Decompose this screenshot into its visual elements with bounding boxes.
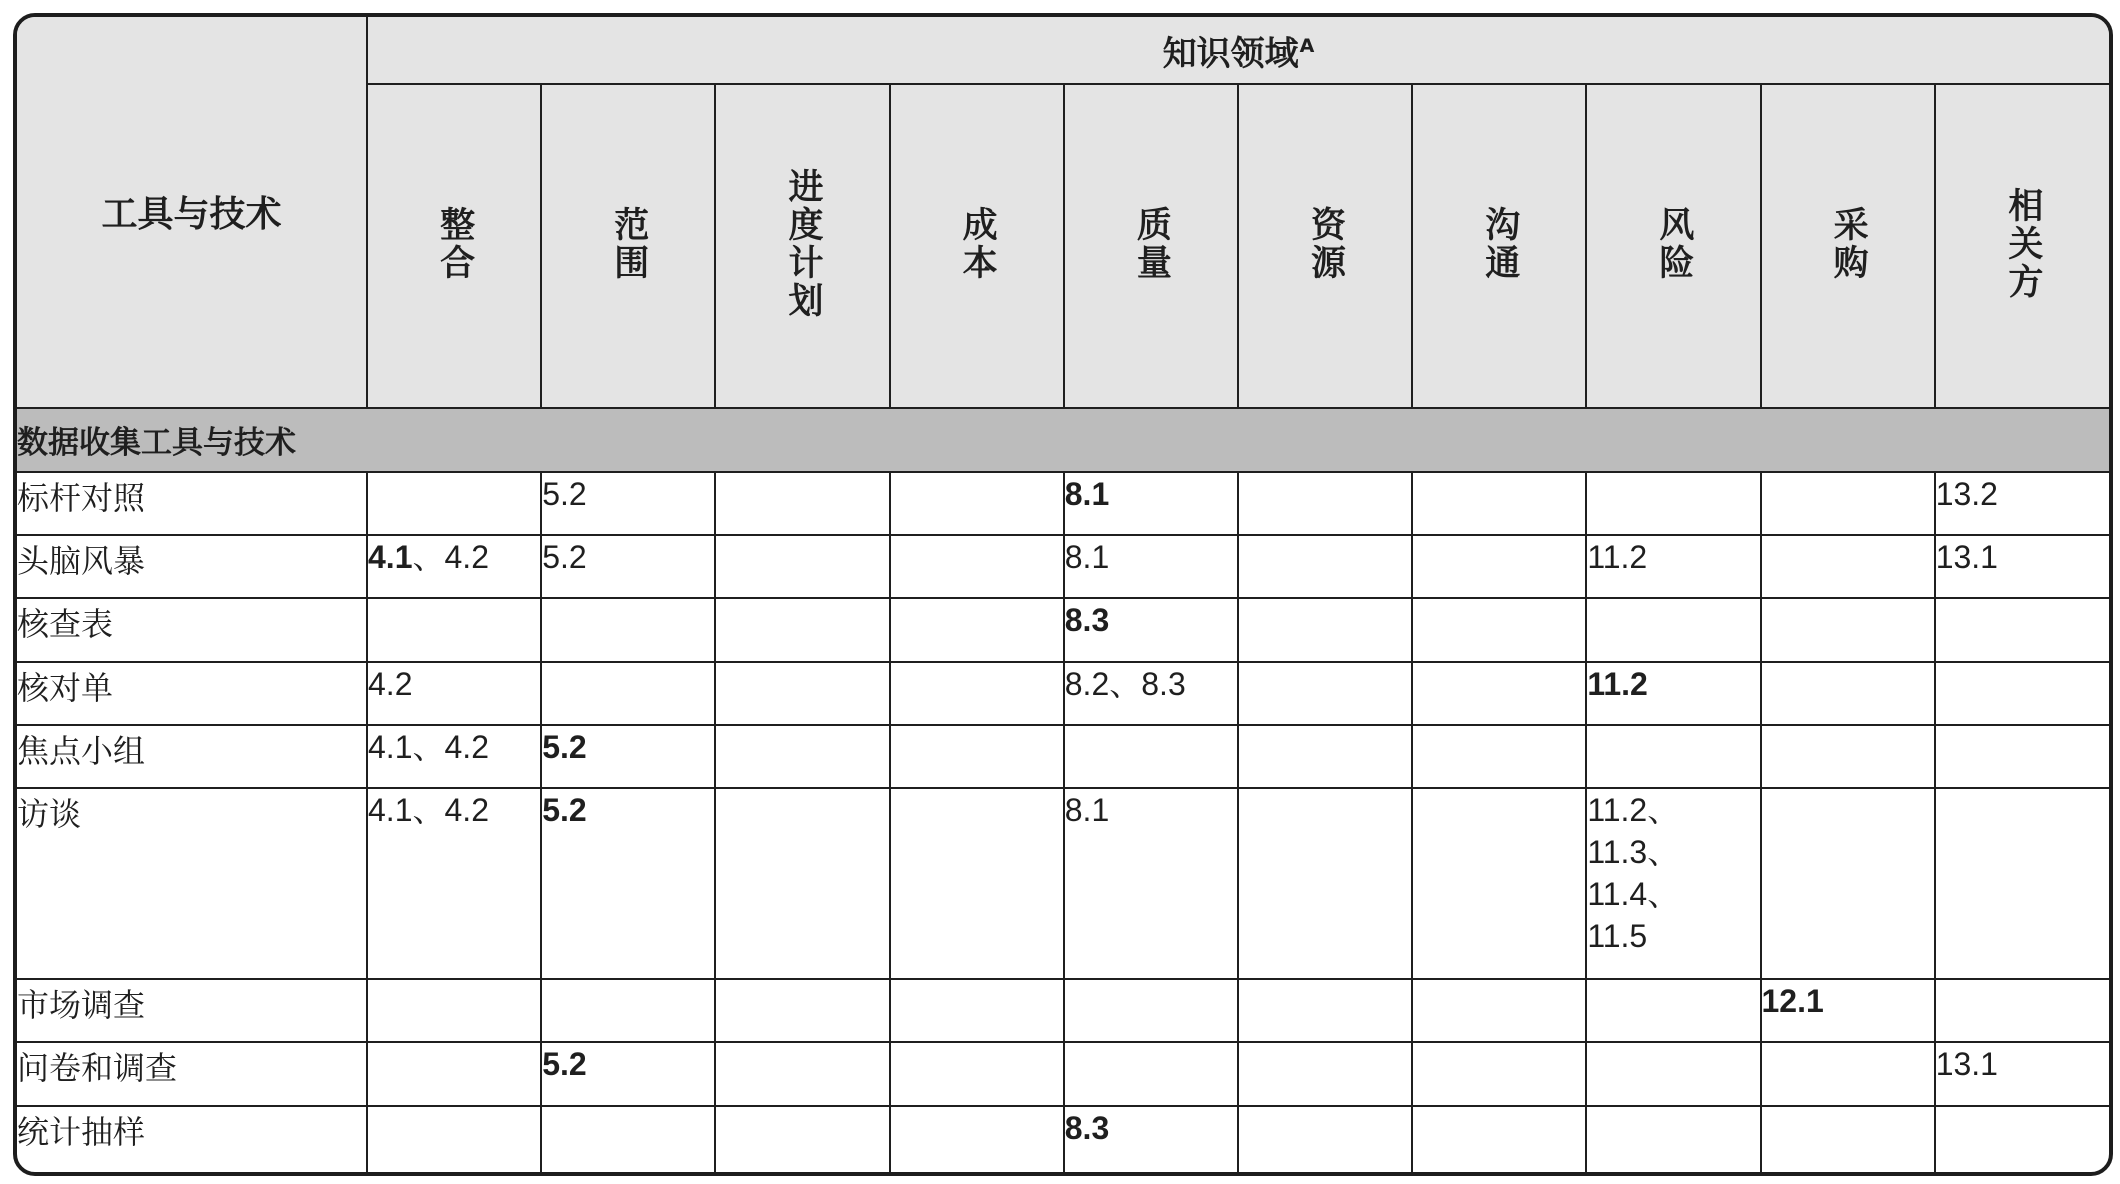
cell-stakeholder xyxy=(1935,598,2109,661)
table-row xyxy=(17,788,2109,979)
area-header-label: 沟通 xyxy=(1479,205,1520,282)
cell-resource xyxy=(1238,662,1412,725)
section-ref: 11.4 xyxy=(1587,876,1648,913)
cell-scope xyxy=(541,472,715,535)
area-header-label: 采购 xyxy=(1828,205,1869,282)
section-ref: 8.3 xyxy=(1141,665,1186,702)
table-row xyxy=(17,535,2109,598)
knowledge-areas-header xyxy=(367,17,2109,84)
section-ref: 11.5 xyxy=(1587,918,1648,955)
cell-quality xyxy=(1064,979,1238,1042)
section-ref: 4.1 xyxy=(368,792,413,829)
knowledge-areas-header-label: 知识领域 xyxy=(1162,33,1299,74)
cell-communications xyxy=(1412,1042,1586,1105)
cell-cost xyxy=(890,1106,1064,1172)
cell-scope xyxy=(541,662,715,725)
tool-name: 标杆对照 xyxy=(17,472,367,535)
section-ref: 11.2 xyxy=(1587,539,1648,576)
cell-integration xyxy=(367,1106,541,1172)
section-ref: 5.2 xyxy=(542,539,587,576)
area-header-quality xyxy=(1064,84,1238,407)
section-ref: 4.1 xyxy=(368,729,413,765)
area-header-communications xyxy=(1412,84,1586,407)
cell-resource xyxy=(1238,979,1412,1042)
cell-procurement xyxy=(1761,535,1935,598)
section-ref: 13.1 xyxy=(1935,539,1998,576)
ref-separator: 、 xyxy=(1647,791,1680,830)
cell-quality xyxy=(1064,472,1238,535)
cell-procurement xyxy=(1761,598,1935,661)
cell-schedule xyxy=(715,1106,889,1172)
table-row xyxy=(17,1042,2109,1105)
cell-risk xyxy=(1586,598,1760,661)
cell-cost xyxy=(890,472,1064,535)
cell-resource xyxy=(1238,1042,1412,1105)
cell-stakeholder xyxy=(1935,472,2109,535)
section-ref: 5.2 xyxy=(542,1046,587,1083)
cell-schedule xyxy=(715,535,889,598)
section-title: 数据收集工具与技术 xyxy=(17,408,2109,472)
cell-risk xyxy=(1586,535,1760,598)
ref-separator: 、 xyxy=(412,728,445,766)
area-header-schedule xyxy=(715,84,889,407)
section-ref: 12.1 xyxy=(1761,983,1824,1020)
area-header-integration xyxy=(367,84,541,407)
tool-name: 市场调查 xyxy=(17,979,367,1042)
cell-scope xyxy=(541,1106,715,1172)
section-ref: 8.3 xyxy=(1064,1109,1110,1146)
section-ref: 4.2 xyxy=(444,792,489,829)
area-header-stakeholder xyxy=(1935,84,2109,407)
area-header-label: 资源 xyxy=(1305,205,1346,282)
knowledge-areas-footnote-marker: A xyxy=(1299,35,1315,58)
section-row xyxy=(17,408,2109,472)
table-row xyxy=(17,598,2109,661)
cell-stakeholder xyxy=(1935,1042,2109,1105)
reference-table-frame xyxy=(13,13,2113,1176)
cell-scope xyxy=(541,725,715,788)
cell-schedule xyxy=(715,598,889,661)
cell-resource xyxy=(1238,725,1412,788)
section-ref: 4.2 xyxy=(444,729,489,765)
cell-quality xyxy=(1064,662,1238,725)
cell-schedule xyxy=(715,1042,889,1105)
cell-quality xyxy=(1064,1106,1238,1172)
cell-schedule xyxy=(715,725,889,788)
cell-integration xyxy=(367,788,541,979)
table-row xyxy=(17,725,2109,788)
cell-communications xyxy=(1412,472,1586,535)
tool-name: 访谈 xyxy=(17,788,367,979)
cell-stakeholder xyxy=(1935,1106,2109,1172)
ref-separator: 、 xyxy=(412,791,445,830)
cell-integration xyxy=(367,535,541,598)
table-row xyxy=(17,1106,2109,1172)
ref-separator: 、 xyxy=(1109,664,1142,703)
cell-resource xyxy=(1238,1106,1412,1172)
cell-schedule xyxy=(715,979,889,1042)
section-ref: 11.2 xyxy=(1587,792,1648,829)
cell-quality xyxy=(1064,598,1238,661)
cell-schedule xyxy=(715,472,889,535)
header-row-1 xyxy=(17,17,2109,84)
section-ref: 8.2 xyxy=(1064,665,1110,702)
cell-procurement xyxy=(1761,1042,1935,1105)
area-header-label: 整合 xyxy=(434,205,475,282)
ref-separator: 、 xyxy=(1647,833,1680,872)
cell-quality xyxy=(1064,535,1238,598)
cell-communications xyxy=(1412,788,1586,979)
area-header-label: 风险 xyxy=(1653,205,1694,282)
cell-stakeholder xyxy=(1935,725,2109,788)
cell-risk xyxy=(1586,979,1760,1042)
cell-procurement xyxy=(1761,979,1935,1042)
tools-techniques-table xyxy=(17,17,2109,1172)
cell-integration xyxy=(367,725,541,788)
cell-procurement xyxy=(1761,1106,1935,1172)
cell-scope xyxy=(541,1042,715,1105)
area-header-label: 成本 xyxy=(957,205,998,282)
table-row xyxy=(17,662,2109,725)
table-row xyxy=(17,472,2109,535)
cell-risk xyxy=(1586,788,1760,979)
area-header-risk xyxy=(1586,84,1760,407)
section-ref: 11.3 xyxy=(1587,834,1648,871)
section-ref: 4.1 xyxy=(368,539,413,576)
tool-name: 焦点小组 xyxy=(17,725,367,788)
section-ref: 13.2 xyxy=(1935,475,1998,512)
area-header-procurement xyxy=(1761,84,1935,407)
section-ref: 8.1 xyxy=(1064,792,1110,829)
tool-name: 头脑风暴 xyxy=(17,535,367,598)
section-ref: 5.2 xyxy=(542,729,587,765)
section-ref: 5.2 xyxy=(542,792,587,829)
section-ref: 5.2 xyxy=(542,475,587,512)
table-row xyxy=(17,979,2109,1042)
cell-cost xyxy=(890,535,1064,598)
cell-procurement xyxy=(1761,788,1935,979)
cell-scope xyxy=(541,788,715,979)
cell-resource xyxy=(1238,535,1412,598)
cell-cost xyxy=(890,662,1064,725)
cell-resource xyxy=(1238,788,1412,979)
section-ref: 8.1 xyxy=(1064,475,1110,512)
cell-resource xyxy=(1238,472,1412,535)
cell-resource xyxy=(1238,598,1412,661)
tool-name: 核查表 xyxy=(17,598,367,661)
cell-communications xyxy=(1412,535,1586,598)
cell-schedule xyxy=(715,788,889,979)
cell-cost xyxy=(890,788,1064,979)
area-header-label: 进度计划 xyxy=(782,167,823,320)
area-header-resource xyxy=(1238,84,1412,407)
cell-cost xyxy=(890,1042,1064,1105)
section-ref: 13.1 xyxy=(1935,1046,1998,1083)
area-header-label: 范围 xyxy=(608,205,649,282)
cell-risk xyxy=(1586,662,1760,725)
cell-communications xyxy=(1412,725,1586,788)
cell-stakeholder xyxy=(1935,788,2109,979)
tool-name: 统计抽样 xyxy=(17,1106,367,1172)
cell-integration xyxy=(367,1042,541,1105)
area-header-label: 质量 xyxy=(1131,205,1172,282)
cell-cost xyxy=(890,598,1064,661)
cell-risk xyxy=(1586,1042,1760,1105)
cell-integration xyxy=(367,472,541,535)
cell-scope xyxy=(541,535,715,598)
section-ref: 11.2 xyxy=(1587,665,1648,702)
cell-scope xyxy=(541,598,715,661)
tool-name: 核对单 xyxy=(17,662,367,725)
area-header-cost xyxy=(890,84,1064,407)
cell-risk xyxy=(1586,1106,1760,1172)
cell-quality xyxy=(1064,725,1238,788)
cell-integration xyxy=(367,662,541,725)
cell-quality xyxy=(1064,788,1238,979)
cell-communications xyxy=(1412,598,1586,661)
cell-communications xyxy=(1412,979,1586,1042)
cell-integration xyxy=(367,598,541,661)
cell-stakeholder xyxy=(1935,662,2109,725)
cell-procurement xyxy=(1761,472,1935,535)
cell-cost xyxy=(890,979,1064,1042)
cell-integration xyxy=(367,979,541,1042)
cell-communications xyxy=(1412,662,1586,725)
cell-procurement xyxy=(1761,725,1935,788)
cell-stakeholder xyxy=(1935,979,2109,1042)
area-header-scope xyxy=(541,84,715,407)
cell-risk xyxy=(1586,725,1760,788)
section-ref: 8.1 xyxy=(1064,539,1110,576)
section-ref: 8.3 xyxy=(1064,602,1110,639)
cell-stakeholder xyxy=(1935,535,2109,598)
cell-risk xyxy=(1586,472,1760,535)
tool-name: 问卷和调查 xyxy=(17,1042,367,1105)
cell-communications xyxy=(1412,1106,1586,1172)
cell-procurement xyxy=(1761,662,1935,725)
tools-column-header xyxy=(17,17,367,408)
ref-separator: 、 xyxy=(412,538,445,577)
cell-quality xyxy=(1064,1042,1238,1105)
cell-scope xyxy=(541,979,715,1042)
ref-separator: 、 xyxy=(1647,875,1680,914)
section-ref: 4.2 xyxy=(444,539,489,576)
cell-schedule xyxy=(715,662,889,725)
section-ref: 4.2 xyxy=(368,665,413,702)
tools-column-header-label: 工具与技术 xyxy=(101,194,282,236)
cell-cost xyxy=(890,725,1064,788)
area-header-label: 相关方 xyxy=(2002,186,2043,301)
